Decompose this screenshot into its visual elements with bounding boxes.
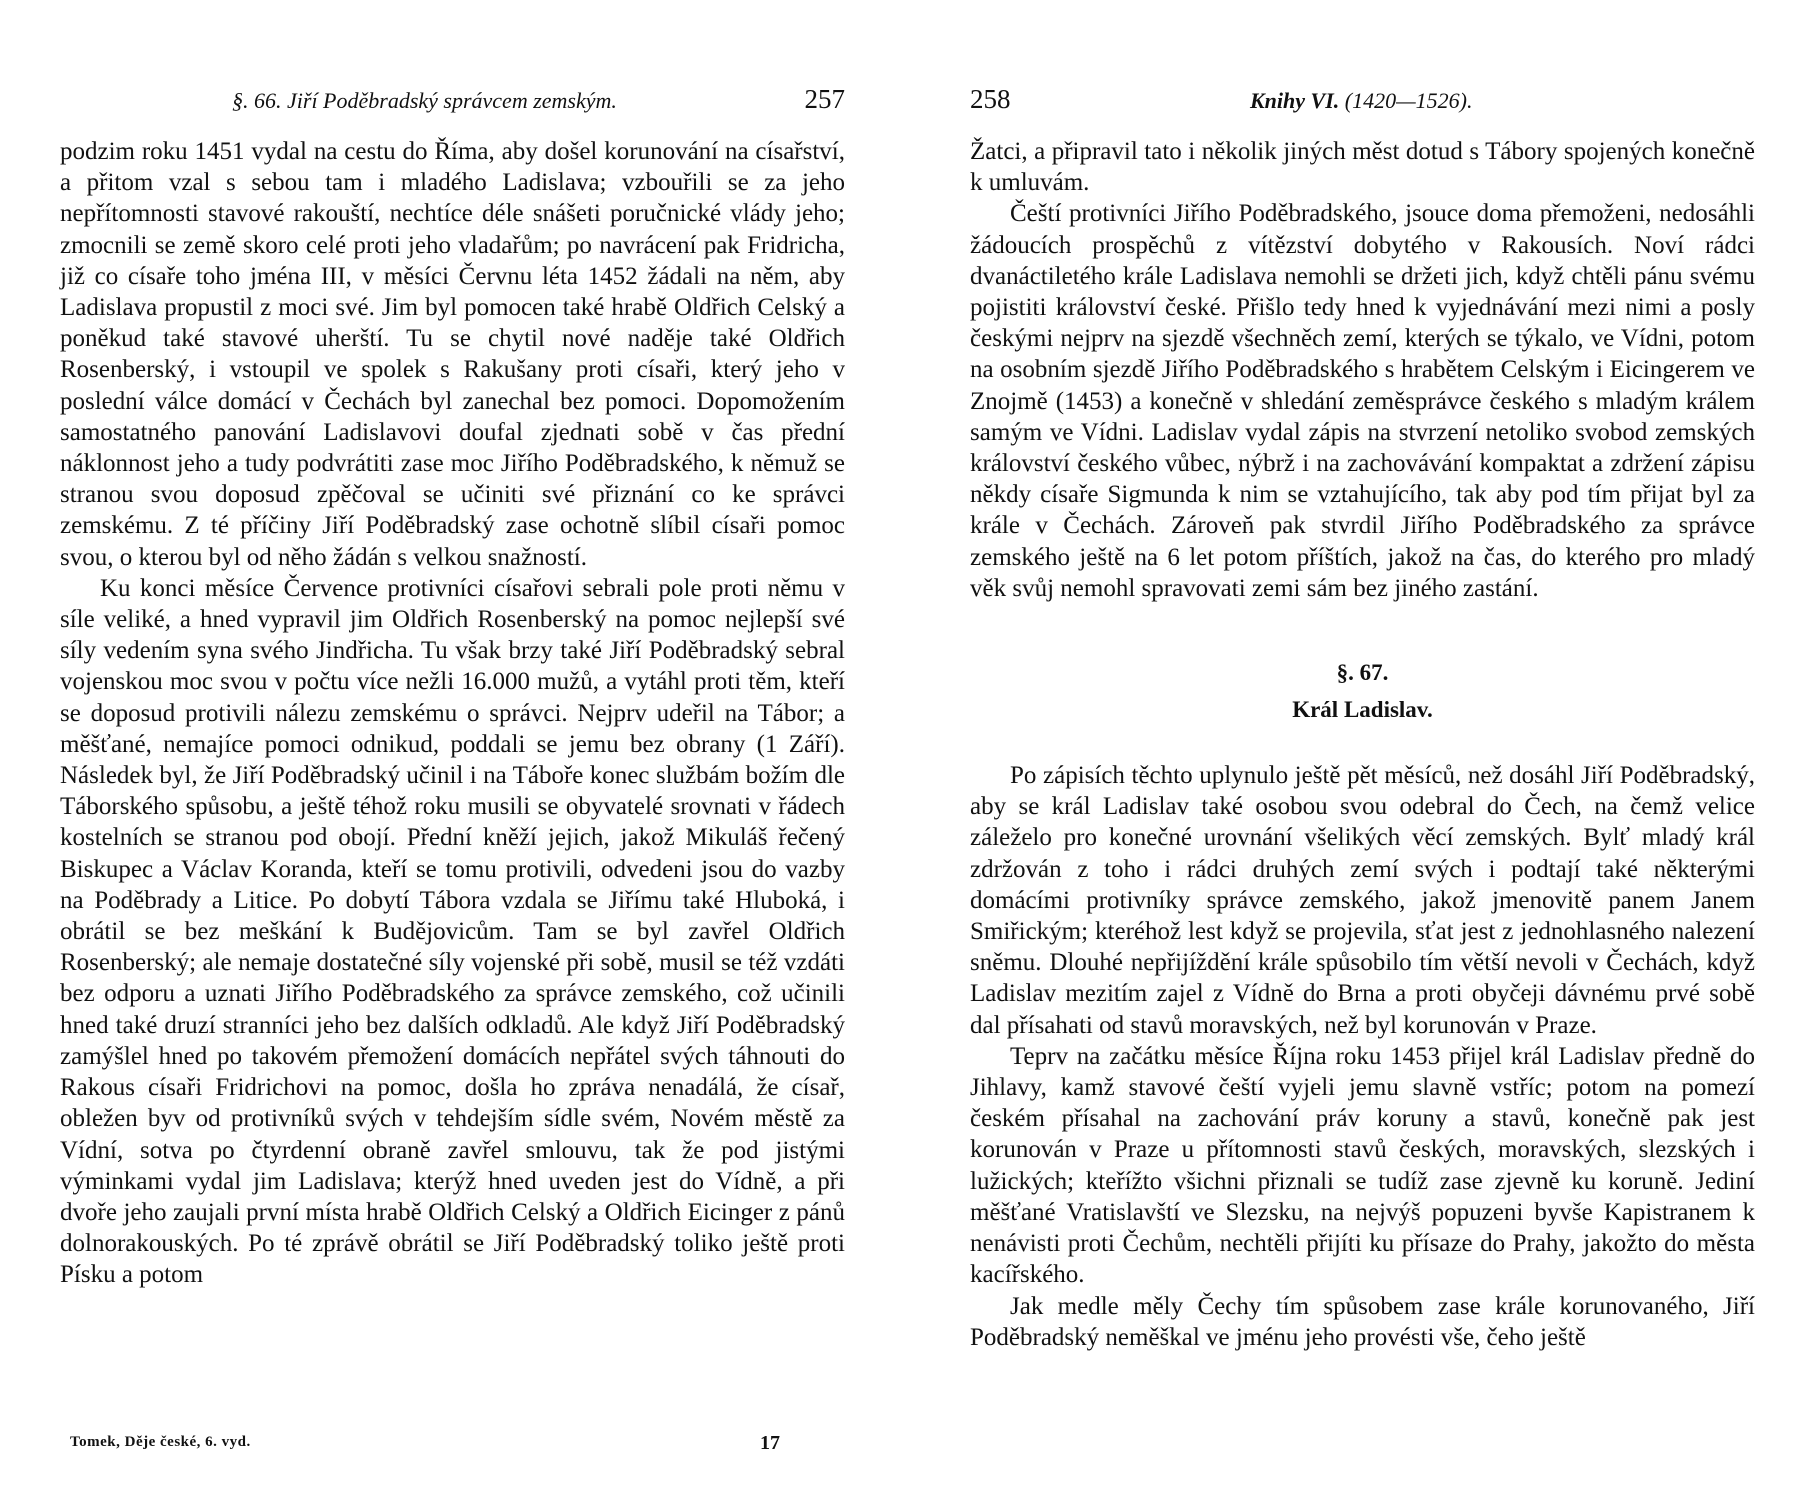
paragraph: Po zápisích těchto uplynulo ještě pět měsíců, než dosáhl Jiří Poděbradský, aby se král Ladislav také osobou svou odebral do Čech, na čemž velice záleželo pro konečné urovnání všelikých věcí zemských. Bylť mladý král zdržován z toho i rádci druhých zemí svých i podtají také některými domácími protivníky správce zemského, jakož jmenovitě panem Janem Smiřickým; kteréhož lest když se projevila, sťat jest z jednohlasného nalezení sněmu. Dlouhé nepřijíždění krále spůsobilo tím větší nevoli v Čechách, když Ladislav mezitím zajel z Vídně do Brna a proti obyčeji dávnému prvé sobě dal přísahati od stavů moravských, než byl korunován v Praze.: [970, 762, 1755, 1039]
right-body-text: [970, 136, 1755, 1353]
left-header-title: §. 66. Jiří Poděbradský správcem zemským.: [232, 88, 617, 113]
left-running-head: [60, 86, 845, 122]
paragraph: podzim roku 1451 vydal na cestu do Říma, aby došel korunování na císařství, a přitom vzal s sebou tam i mladého Ladislava; vzbouřili se za jeho nepřítomnosti stavové rakouští, nechtíce déle snášeti poručnické vlády jeho; zmocnili se země skoro celé proti jeho vladařům; po navrácení pak Fridricha, již co císaře toho jména III, v měsíci Červnu léta 1452 žádali na něm, aby Ladislava propustil z moci své. Jim byl pomocen také hrabě Oldřich Celský a poněkud také stavové uherští. Tu se chytil nové naděje také Oldřich Rosenberský, i vstoupil ve spolek s Rakušany proti císaři, který jeho v poslední válce domácí v Čechách byl zanechal bez pomoci. Dopomožením samostatného panování Ladislavovi doufal zjednati sobě v čas přední náklonnost jeho a tudy podvrátiti zase moc Jiřího Poděbradského, k němuž se stranou svou doposud zpěčoval se učiniti své přiznání co ke správci zemskému. Z té příčiny Jiří Poděbradský zase ochotně slíbil císaři pomoc svou, o kterou byl od něho žádán s velkou snažností.: [60, 138, 845, 571]
header-book-title: Knihy VI.: [1250, 88, 1340, 113]
right-running-head: [970, 86, 1755, 122]
section-number: §. 67.: [1336, 660, 1389, 686]
paragraph: Ku konci měsíce Července protivníci císařovi sebrali pole proti němu v síle veliké, a hned vypravil jim Oldřich Rosenberský na pomoc nejlepší své síly vedením syna svého Jindřicha. Tu však brzy také Jiří Poděbradský sebral vojenskou moc svou v počtu více nežli 16.000 mužů, a vytáhl proti těm, kteří se doposud protivili nálezu zemskému o správci. Nejprv udeřil na Tábor; a měšťané, nemajíce pomoci odnikud, poddali se jemu bez obrany (1 Září). Následek byl, že Jiří Poděbradský učinil i na Táboře konec službám božím dle Táborského spůsobu, a ještě téhož roku musili se obyvatelé srovnati v řádech kostelních se stranou pod obojí. Přední kněží jejich, jakož Mikuláš řečený Biskupec a Václav Koranda, kteří se tomu protivili, odvedeni jsou do vazby na Poděbrady a Litice. Po dobytí Tábora vzdala se Jiřímu také Hluboká, i obrátil se bez meškání k Budějovicům. Tam se byl zavřel Oldřich Rosenberský; ale nemaje dostatečné síly vojenské při sobě, musil se též vzdáti bez odporu a uznati Jiřího Poděbradského za správce zemského, což učinili hned také druzí stranníci jeho bez dalších odkladů. Ale když Jiří Poděbradský zamýšlel hned po takovém přemožení domácích nepřátel svých táhnouti do Rakous císaři Fridrichovi na pomoc, došla ho zpráva nenadálá, že císař, obležen byv od protivníků svých v tehdejším sídle svém, Novém městě za Vídní, sotva po čtyrdenní obraně zavřel smlouvu, tak že pod jistými výminkami vydal jim Ladislava; kterýž hned uveden jest do Vídně, a při dvoře jeho zaujali první místa hrabě Oldřich Celský a Oldřich Eicinger z pánů dolnorakouských. Po té zprávě obrátil se Jiří Poděbradský toliko ještě proti Písku a potom: [60, 574, 845, 1289]
signature-mark: 17: [760, 1432, 780, 1454]
paragraph: Žatci, a připravil tato i několik jiných měst dotud s Tábory spojených konečně k umluvám.: [970, 138, 1755, 197]
right-page-number: 258: [970, 84, 1011, 114]
paragraph: Teprv na začátku měsíce Října roku 1453 přijel král Ladislav předně do Jihlavy, kamž stavové čeští vyjeli jemu slavně vstříc; potom na pomezí českém přísahal na zachování práv koruny a stavů, konečně pak jest korunován v Praze u přítomnosti stavů českých, moravských, slezských i lužických; kteřížto všichni přiznali se tudíž zase zjevně ku koruně. Jediní měšťané Vratislavští ve Slezsku, na nejvýš popuzeni byvše Kapistranem k nenávisti proti Čechům, nechtěli přijíti ku přísaze do Prahy, jakožto do města kacířského.: [970, 1042, 1755, 1289]
left-footer: [60, 1432, 845, 1462]
paragraph: Čeští protivníci Jiřího Poděbradského, jsouce doma přemoženi, nedosáhli žádoucích prospěchů z vítězství dobytého v Rakousích. Noví rádci dvanáctiletého krále Ladislava nemohli se držeti jich, když chtěli pánu svému pojistiti království české. Přišlo tedy hned k vyjednávání mezi nimi a posly českými nejprv na sjezdě všechněch zemí, kterých se týkalo, ve Vídni, potom na osobním sjezdě Jiřího Poděbradského s hrabětem Celským i Eicingerem ve Znojmě (1453) a konečně v shledání zeměsprávce českého s mladým králem samým ve Vídni. Ladislav vydal zápis na stvrzení netoliko svobod zemských království českého vůbec, nýbrž i na zachovávání kompaktat a zdržení zápisu někdy císaře Sigmunda k nim se vztahujícího, tak aby pod tím přijat byl za krále v Čechách. Zároveň pak stvrdil Jiřího Poděbradského za správce zemského ještě na 6 let potom příštích, jakož na čas, do kterého pro mladý věk svůj nemohl spravovati zemi sám bez jiného zastání.: [970, 200, 1755, 602]
right-page: [970, 0, 1755, 1500]
right-header-title: [1250, 88, 1472, 114]
left-page: [60, 0, 845, 1500]
paragraph: Jak medle měly Čechy tím spůsobem zase krále korunovaného, Jiří Poděbradský neměškal ve jménu jeho provésti vše, čeho ještě: [970, 1292, 1755, 1351]
left-page-number: 257: [804, 84, 845, 114]
section-title: Král Ladislav.: [1292, 697, 1433, 723]
left-body-text: [60, 136, 845, 1291]
footer-text: Tomek, Děje české, 6. vyd.: [70, 1434, 251, 1450]
header-years: (1420—1526).: [1344, 88, 1473, 113]
